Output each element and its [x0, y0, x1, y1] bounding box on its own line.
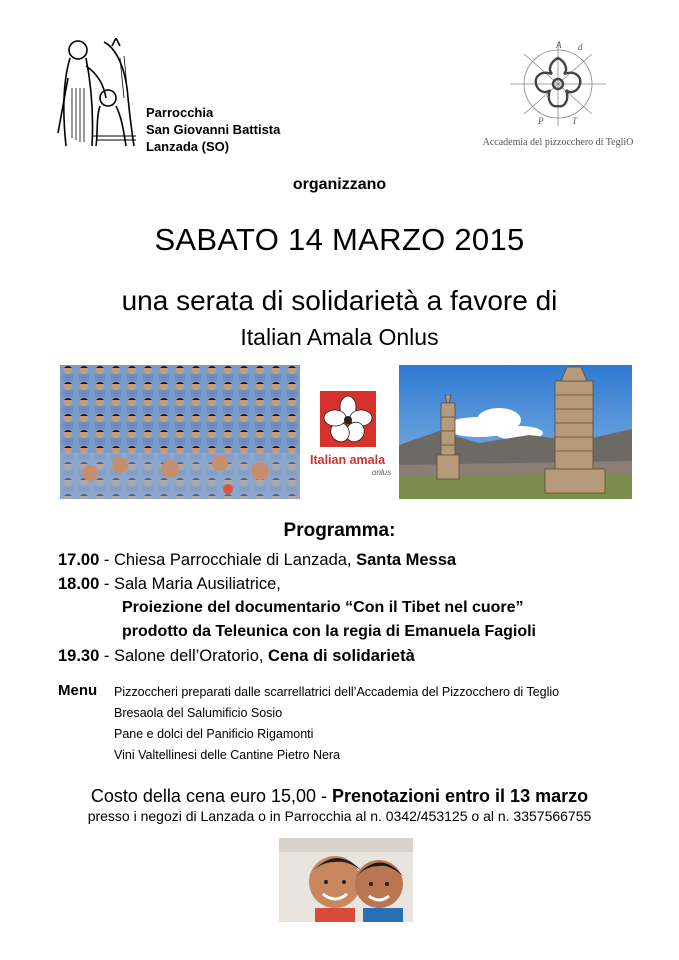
program-time: 18.00 — [58, 575, 100, 593]
boys-photo — [279, 838, 413, 922]
academy-logo-letter: T — [572, 116, 578, 126]
program-title: Programma: — [283, 520, 396, 541]
parish-line: San Giovanni Battista — [146, 122, 281, 137]
menu-item: Bresaola del Salumificio Sosio — [114, 706, 283, 720]
program-item — [58, 575, 281, 594]
program-continuation: Proiezione del documentario “Con il Tibet nel cuore” — [122, 599, 524, 616]
amala-logo — [306, 383, 396, 483]
menu-item: Pane e dolci del Panificio Rigamonti — [114, 727, 314, 741]
program-text: - Salone dell’Oratorio, — [99, 647, 269, 665]
cost-line — [0, 786, 679, 807]
event-beneficiary: Italian Amala Onlus — [240, 324, 439, 350]
amala-logo-suffix: onlus — [372, 468, 392, 477]
parish-name — [146, 104, 280, 155]
parish-line: Parrocchia — [146, 105, 214, 120]
menu-item: Vini Valtellinesi delle Cantine Pietro Nera — [114, 748, 341, 762]
children-crowd-photo — [60, 365, 300, 499]
program-item — [58, 647, 415, 666]
academy-logo-letter: d — [578, 42, 583, 52]
contact-line: presso i negozi di Lanzada o in Parrocchia al n. 0342/453125 o al n. 3357566755 — [87, 808, 592, 824]
academy-logo-letter: A — [556, 40, 562, 50]
event-headline: una serata di solidarietà a favore di — [121, 285, 558, 316]
parish-line: Lanzada (SO) — [146, 139, 230, 154]
event-date: SABATO 14 MARZO 2015 — [154, 222, 525, 257]
academy-logo-letter: P — [538, 116, 544, 126]
menu-item: Pizzoccheri preparati dalle scarrellatrici dell’Accademia del Pizzocchero di Teglio — [114, 685, 560, 699]
program-time: 17.00 — [58, 551, 100, 569]
program-text: - Sala Maria Ausiliatrice, — [99, 575, 281, 593]
program-item — [58, 551, 456, 570]
program-highlight: Cena di solidarietà — [268, 647, 415, 665]
booking-deadline: Prenotazioni entro il 13 marzo — [332, 786, 589, 806]
program-text: - Chiesa Parrocchiale di Lanzada, — [99, 551, 357, 569]
amala-logo-name: Italian amala — [310, 453, 386, 467]
organizers-text: organizzano — [292, 176, 387, 193]
academy-logo — [508, 40, 608, 128]
academy-caption: Accademia del pizzocchero di TegliO — [482, 137, 634, 148]
parish-logo — [56, 38, 138, 150]
program-continuation: prodotto da Teleunica con la regia di Emanuela Fagioli — [122, 623, 536, 640]
menu-label: Menu — [58, 682, 98, 699]
program-time: 19.30 — [58, 647, 100, 665]
cost-text: Costo della cena euro 15,00 - — [90, 786, 333, 806]
stupas-photo — [399, 365, 632, 499]
program-highlight: Santa Messa — [356, 551, 457, 569]
